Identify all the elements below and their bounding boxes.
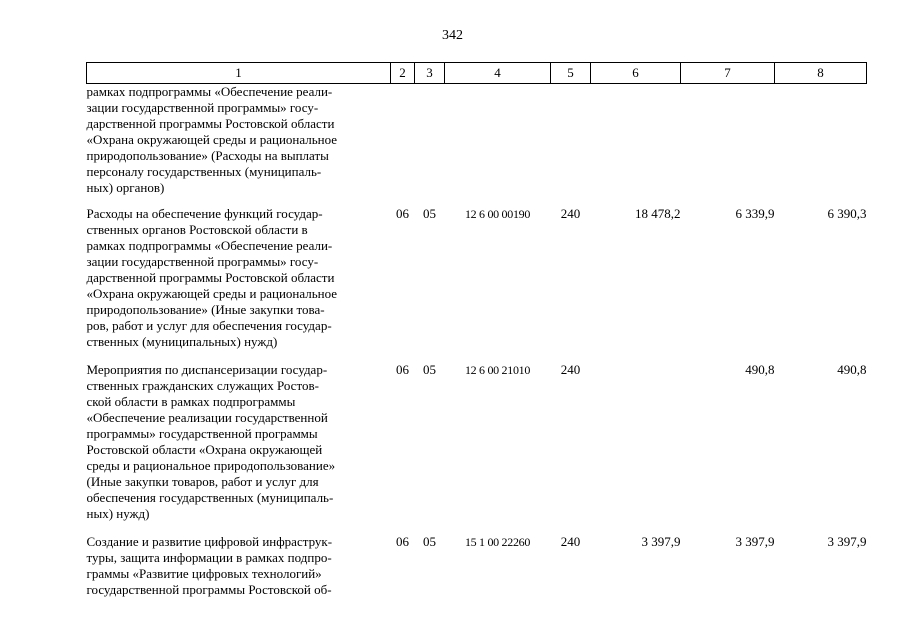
amount-col-7: 6 339,9 [735, 206, 775, 221]
column-header: 4 [445, 63, 551, 84]
section-code: 06 [396, 206, 409, 221]
table-row [87, 534, 867, 610]
table-row [87, 362, 867, 534]
section-code [391, 84, 415, 207]
amount-col-8 [775, 84, 867, 207]
amount-col-6 [591, 362, 681, 534]
column-header: 7 [681, 63, 775, 84]
amount-col-8: 6 390,3 [827, 206, 867, 221]
column-header: 2 [391, 63, 415, 84]
table-header [87, 63, 867, 84]
row-description: Расходы на обеспечение функций государ- ственных органов Ростовской области в рамках подпрограммы «Обеспечение реали- зации государственной программы» госу- дарственной программы Ростовской области «Охрана окружающей среды и рациональное природопользование» (Иные закупки това- ров, работ и услуг для обеспечения государ- ственных (муниципальных) нужд) [86, 206, 338, 349]
target-item-code: 12 6 00 00190 [464, 207, 531, 221]
section-code: 06 [396, 534, 409, 549]
row-description: Создание и развитие цифровой инфраструк- туры, защита информации в рамках подпро- граммы «Развитие цифровых технологий» государственной программы Ростовской об- [86, 534, 333, 597]
row-description: рамках подпрограммы «Обеспечение реали- зации государственной программы» госу- дарственной программы Ростовской области «Охрана окружающей среды и рациональное природопользование» (Расходы на выплаты персоналу государственных (муниципаль- ных) органов) [86, 84, 338, 195]
row-description: Мероприятия по диспансеризации государ- ственных гражданских служащих Ростов- ской области в рамках подпрограммы «Обеспечение реализации государственной программы» государственной программы Ростовской области «Охрана окружающей среды и рациональное природопользование» (Иные закупки товаров, работ и услуг для обеспечения государственных (муниципаль- ных) нужд) [86, 362, 336, 521]
subsection-code [415, 84, 445, 207]
amount-col-6: 3 397,9 [641, 534, 681, 549]
column-header: 5 [551, 63, 591, 84]
amount-col-7: 3 397,9 [735, 534, 775, 549]
table-row [87, 84, 867, 207]
target-item-code: 12 6 00 21010 [464, 363, 531, 377]
section-code: 06 [396, 362, 409, 377]
amount-col-8: 3 397,9 [827, 534, 867, 549]
expense-type-code [551, 84, 591, 207]
subsection-code: 05 [423, 206, 436, 221]
column-header: 6 [591, 63, 681, 84]
subsection-code: 05 [423, 362, 436, 377]
expense-type-code: 240 [560, 534, 581, 549]
amount-col-6 [591, 84, 681, 207]
amount-col-7: 490,8 [745, 362, 775, 377]
expense-type-code: 240 [560, 362, 581, 377]
column-header: 8 [775, 63, 867, 84]
page-number: 342 [442, 28, 463, 43]
expense-type-code: 240 [560, 206, 581, 221]
subsection-code: 05 [423, 534, 436, 549]
column-header: 3 [415, 63, 445, 84]
amount-col-7 [681, 84, 775, 207]
column-header: 1 [87, 63, 391, 84]
target-item-code: 15 1 00 22260 [464, 535, 531, 549]
amount-col-8: 490,8 [837, 362, 867, 377]
target-item-code [445, 84, 551, 207]
budget-table [86, 62, 867, 610]
amount-col-6: 18 478,2 [635, 206, 681, 221]
table-row [87, 206, 867, 362]
